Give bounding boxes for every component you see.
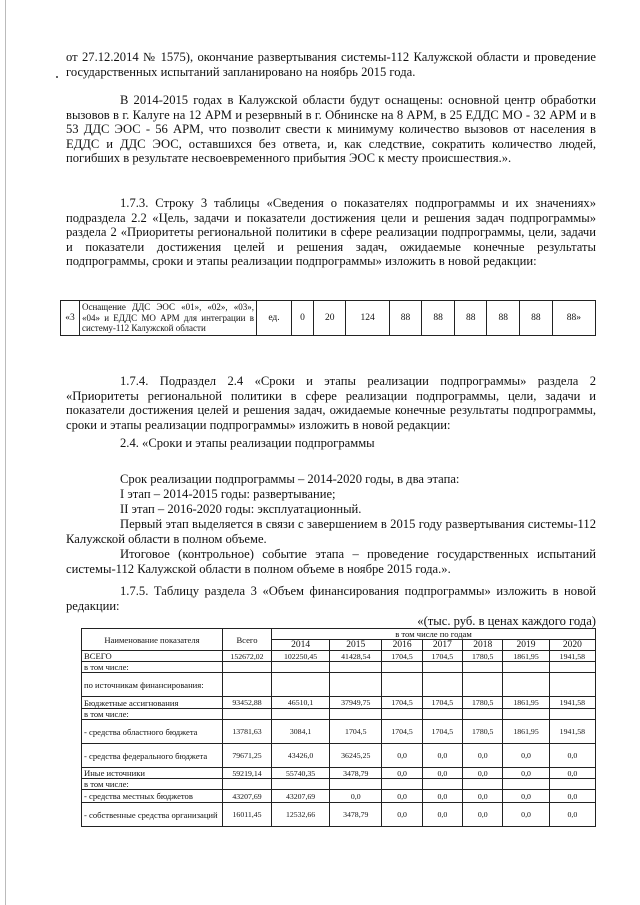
year-value: 0,0 (463, 768, 503, 779)
year-value (382, 662, 422, 673)
year-value (382, 673, 422, 697)
year-value: 1704,5 (330, 720, 382, 744)
paragraph-11: 1.7.5. Таблицу раздела 3 «Объем финансирования подпрограммы» изложить в новой редакции: (66, 584, 596, 613)
year-value: 37949,75 (330, 697, 382, 709)
row-label: Иные источники (82, 768, 223, 779)
year-value: 0,0 (382, 768, 422, 779)
row-label: по источникам финансирования: (82, 673, 223, 697)
value-cell: 88 (422, 301, 455, 336)
header-name: Наименование показателя (82, 629, 223, 651)
year-value: 12532,66 (272, 803, 330, 827)
row-total: 43207,69 (223, 790, 272, 803)
year-value: 0,0 (382, 744, 422, 768)
table-row (82, 697, 596, 709)
year-value: 55740,35 (272, 768, 330, 779)
year-value: 0,0 (503, 790, 549, 803)
year-value: 1780,5 (463, 720, 503, 744)
year-value: 0,0 (330, 790, 382, 803)
year-value: 0,0 (382, 803, 422, 827)
year-value: 0,0 (549, 768, 595, 779)
row-total (223, 709, 272, 720)
year-value: 0,0 (463, 803, 503, 827)
paragraph-3: 1.7.3. Строку 3 таблицы «Сведения о показателях подпрограммы и их значениях» подраздела 2.2 «Цель, задачи и показатели достижения цели и решения задач подпрограммы» раздела 2 «Приоритеты региональной политики в сфере реализации подпрограммы, цели, задачи и показатели достижения целей и решения задач, ожидаемые конечные результаты подпрограммы, сроки и этапы реализации подпрограммы» изложить в новой редакции: (66, 196, 596, 269)
row-total: 152672,02 (223, 651, 272, 662)
paragraph-9: Первый этап выделяется в связи с завершением в 2015 году развертывания системы-112 Калужской области в полном объеме. (66, 517, 596, 546)
unit-cell: ед. (257, 301, 292, 336)
row-label: ВСЕГО (82, 651, 223, 662)
year-value (422, 673, 462, 697)
year-value: 0,0 (549, 790, 595, 803)
year-value (549, 709, 595, 720)
table-row (82, 803, 596, 827)
year-value: 3084,1 (272, 720, 330, 744)
financing-table (81, 628, 596, 827)
year-value (330, 662, 382, 673)
row-number: «3 (61, 301, 80, 336)
row-total (223, 779, 272, 790)
year-header: 2014 (272, 640, 330, 651)
paragraph-2: В 2014-2015 годах в Калужской области будут оснащены: основной центр обработки вызовов в г. Калуге на 12 АРМ и резервный в г. Обнинске на 8 АРМ, в 25 ЕДДС МО - 32 АРМ и в 53 ДДС ЭОС - 56 АРМ, что позволит свести к минимуму количество вызовов от населения в ЕДДС и ДДС ЭОС, оставшихся без ответа, и, как следствие, сократить количество людей, погибших в результате несвоевременного прибытия ЭОС к месту происшествия.». (66, 93, 596, 166)
year-value: 1861,95 (503, 720, 549, 744)
year-value (549, 779, 595, 790)
row-total: 93452,88 (223, 697, 272, 709)
year-value (463, 662, 503, 673)
row-label: в том числе: (82, 779, 223, 790)
indicator-row (61, 301, 596, 336)
year-value: 0,0 (549, 744, 595, 768)
indicator-description: Оснащение ДДС ЭОС «01», «02», «03», «04» и ЕДДС МО АРМ для интеграции в систему-112 Калужской области (80, 301, 257, 336)
paragraph-7: I этап – 2014-2015 годы: развертывание; (120, 487, 336, 501)
table-row (82, 651, 596, 662)
year-header: 2016 (382, 640, 422, 651)
year-value (463, 673, 503, 697)
scan-edge (5, 0, 6, 905)
row-label: - средства местных бюджетов (82, 790, 223, 803)
row-label: - собственные средства организаций (82, 803, 223, 827)
row-total: 16011,45 (223, 803, 272, 827)
year-value (272, 662, 330, 673)
year-value (503, 673, 549, 697)
value-cell: 88 (487, 301, 520, 336)
table-row (82, 673, 596, 697)
year-value: 36245,25 (330, 744, 382, 768)
value-cell: 88 (454, 301, 487, 336)
value-cell: 88 (520, 301, 553, 336)
year-value: 0,0 (549, 803, 595, 827)
year-header: 2017 (422, 640, 462, 651)
table-row (82, 768, 596, 779)
year-value (330, 709, 382, 720)
row-total (223, 662, 272, 673)
table-row (82, 790, 596, 803)
row-label: в том числе: (82, 709, 223, 720)
year-value: 0,0 (463, 744, 503, 768)
year-value: 1941,58 (549, 720, 595, 744)
year-value (463, 779, 503, 790)
table-row (82, 779, 596, 790)
table-row (82, 709, 596, 720)
year-value: 0,0 (382, 790, 422, 803)
year-value: 3478,79 (330, 768, 382, 779)
year-value: 0,0 (503, 768, 549, 779)
year-value: 1704,5 (422, 697, 462, 709)
year-value (330, 779, 382, 790)
value-cell: 124 (346, 301, 389, 336)
year-value: 0,0 (422, 768, 462, 779)
year-value (549, 673, 595, 697)
row-label: Бюджетные ассигнования (82, 697, 223, 709)
year-value: 0,0 (503, 803, 549, 827)
paragraph-8: II этап – 2016-2020 годы: эксплуатационный. (120, 502, 362, 516)
paragraph-6: Срок реализации подпрограммы – 2014-2020 годы, в два этапа: (120, 472, 460, 486)
year-value: 1704,5 (422, 651, 462, 662)
value-cell: 20 (313, 301, 346, 336)
year-value: 1704,5 (382, 720, 422, 744)
year-header: 2020 (549, 640, 595, 651)
year-value (272, 673, 330, 697)
paragraph-5: 2.4. «Сроки и этапы реализации подпрограммы (120, 436, 375, 450)
year-header: 2019 (503, 640, 549, 651)
year-value: 0,0 (422, 803, 462, 827)
year-value (382, 709, 422, 720)
paragraph-4: 1.7.4. Подраздел 2.4 «Сроки и этапы реализации подпрограммы» раздела 2 «Приоритеты региональной политики в сфере реализации подпрограммы, цели, задачи и показатели достижения целей и решения задач, ожидаемые конечные результаты подпрограммы, сроки и этапы реализации подпрограммы» изложить в новой редакции: (66, 374, 596, 432)
paragraph-1: от 27.12.2014 № 1575), окончание развертывания системы-112 Калужской области и проведение государственных испытаний запланировано на ноябрь 2015 года. (66, 50, 596, 79)
year-value (503, 779, 549, 790)
year-value: 0,0 (422, 790, 462, 803)
header-years-group: в том числе по годам (272, 629, 596, 640)
row-total: 13781,63 (223, 720, 272, 744)
year-value (549, 662, 595, 673)
year-value: 1704,5 (382, 697, 422, 709)
row-total (223, 673, 272, 697)
table-row (82, 662, 596, 673)
year-value: 1704,5 (422, 720, 462, 744)
year-value: 1704,5 (382, 651, 422, 662)
row-label: - средства областного бюджета (82, 720, 223, 744)
year-value (272, 709, 330, 720)
year-header: 2018 (463, 640, 503, 651)
row-label: - средства федерального бюджета (82, 744, 223, 768)
year-value (463, 709, 503, 720)
year-value (272, 779, 330, 790)
year-value: 1861,95 (503, 651, 549, 662)
year-value (503, 709, 549, 720)
row-total: 79671,25 (223, 744, 272, 768)
year-value: 1861,95 (503, 697, 549, 709)
value-cell: 88 (389, 301, 422, 336)
year-value: 46510,1 (272, 697, 330, 709)
paragraph-10: Итоговое (контрольное) событие этапа – проведение государственных испытаний системы-112 Калужской области в полном объеме в ноябре 2015 года.». (66, 547, 596, 576)
year-value: 0,0 (503, 744, 549, 768)
table-body (82, 651, 596, 827)
value-cell: 0 (292, 301, 314, 336)
indicator-table (60, 300, 596, 336)
year-value: 41428,54 (330, 651, 382, 662)
year-value (422, 709, 462, 720)
year-value (330, 673, 382, 697)
table-row (82, 720, 596, 744)
table-row (82, 744, 596, 768)
year-value (503, 662, 549, 673)
year-value: 0,0 (463, 790, 503, 803)
year-value (422, 662, 462, 673)
year-value: 1780,5 (463, 651, 503, 662)
units-note: «(тыс. руб. в ценах каждого года) (417, 614, 596, 628)
year-value: 1941,58 (549, 697, 595, 709)
year-value: 43426,0 (272, 744, 330, 768)
year-value (382, 779, 422, 790)
row-label: в том числе: (82, 662, 223, 673)
value-cell: 88» (552, 301, 595, 336)
header-total: Всего (223, 629, 272, 651)
year-value: 3478,79 (330, 803, 382, 827)
year-header: 2015 (330, 640, 382, 651)
year-value (422, 779, 462, 790)
year-value: 1780,5 (463, 697, 503, 709)
year-value: 0,0 (422, 744, 462, 768)
row-total: 59219,14 (223, 768, 272, 779)
scan-mark (56, 76, 58, 78)
table-header-row (82, 629, 596, 640)
year-value: 102250,45 (272, 651, 330, 662)
year-value: 1941,58 (549, 651, 595, 662)
year-value: 43207,69 (272, 790, 330, 803)
